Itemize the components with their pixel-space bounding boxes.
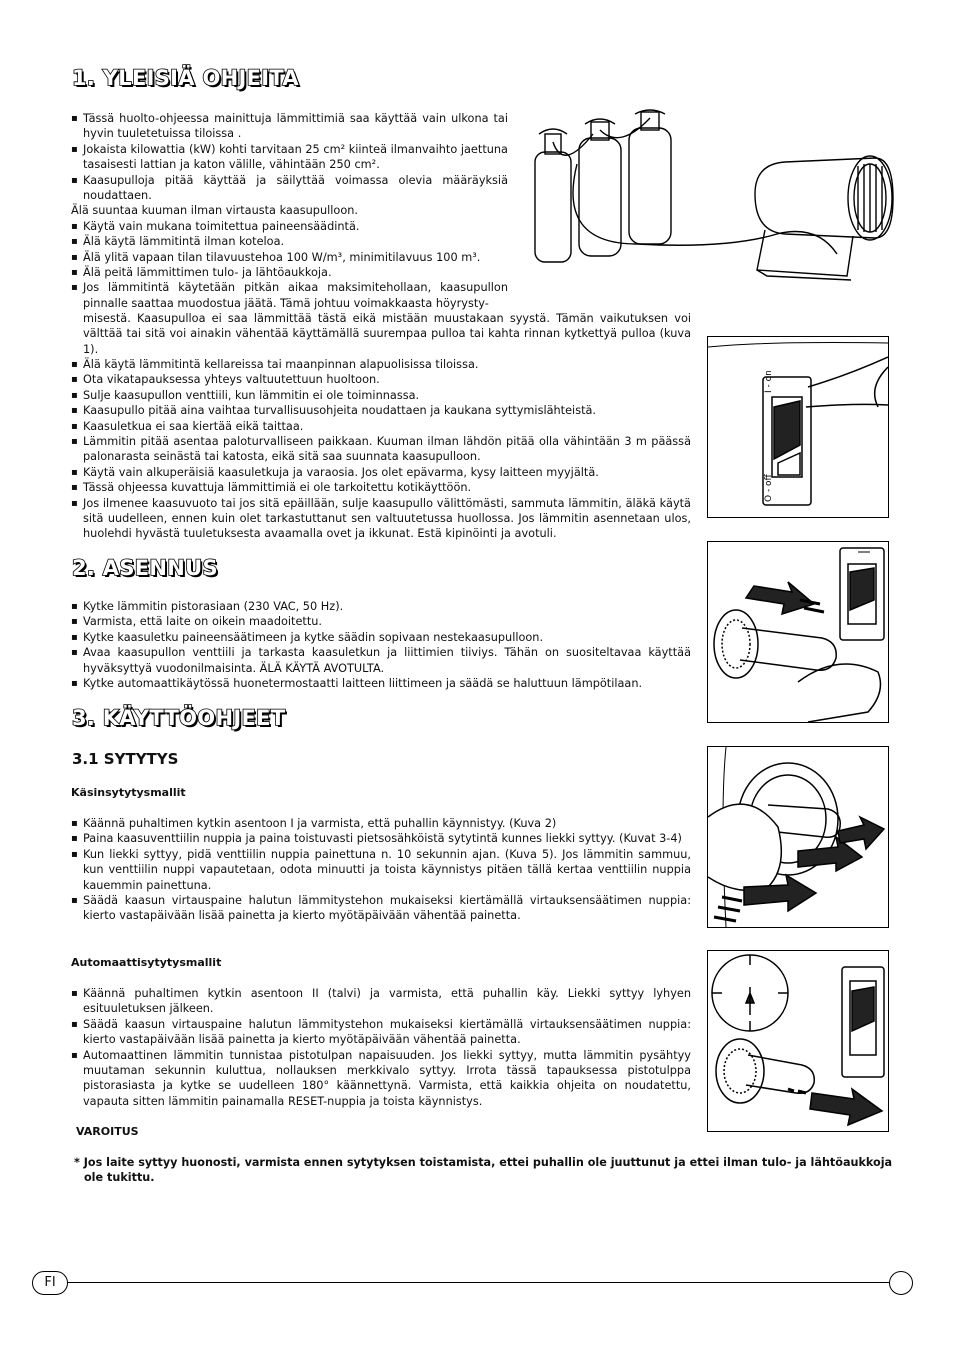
switch-off-label: O - off xyxy=(764,474,774,502)
warning-text xyxy=(74,1155,899,1186)
list-item: ▪ Ota vikatapauksessa yhteys valtuutettuun huoltoon. xyxy=(71,372,691,387)
list-item: ▪ Kytke lämmitin pistorasiaan (230 VAC, 50 Hz). xyxy=(71,599,691,614)
list-item: ▪ Käytä vain mukana toimitettua paineensäädintä. xyxy=(71,219,508,234)
list-item: ▪ Käännä puhaltimen kytkin asentoon I ja varmista, että puhallin käynnistyy. (Kuva 2) xyxy=(71,816,691,831)
list-item: ▪ Älä käytä lämmitintä kellareissa tai maanpinnan alapuolisissa tiloissa. xyxy=(71,357,691,372)
list-item: ▪ Älä käytä lämmitintä ilman koteloa. xyxy=(71,234,508,249)
list-item: ▪ Jos ilmenee kaasuvuoto tai jos sitä epäillään, sulje kaasupullo välittömästi, sammuta lämmitin, äläkä käytä sitä uudelleen, ennen kuin olet tarkastuttanut sen valtuutetussa huollossa. Jos lämmitin asennetaan ulos, huolehdi hyvästä tuuletuksesta avaamalla ovet ja ikkunat. Estä kipinöinti ja avotuli. xyxy=(71,496,691,542)
auto-models-label: Automaattisytytysmallit xyxy=(71,956,222,969)
auto-models-list xyxy=(71,986,691,1109)
section3-subtitle: 3.1 SYTYTYS xyxy=(72,750,179,768)
list-item: Älä suuntaa kuuman ilman virtausta kaasupulloon. xyxy=(71,204,358,218)
list-item: ▪ Käytä vain alkuperäisiä kaasuletkuja ja varaosia. Jos olet epävarma, kysy laitteen myyjältä. xyxy=(71,465,691,480)
section2-title: 2. ASENNUS xyxy=(72,556,218,580)
section1-title: 1. YLEISIÄ OHJEITA xyxy=(72,66,299,90)
switch-on-label: I - on xyxy=(764,370,774,393)
list-item: ▪ Sulje kaasupullon venttiili, kun lämmitin ei ole toiminnassa. xyxy=(71,388,691,403)
figure-hold-knob xyxy=(707,950,889,1132)
list-item: ▪ Säädä kaasun virtauspaine halutun lämmitystehon mukaiseksi kiertämällä virtauksensäätimen nuppia: kierto vastapäivään lisää painetta ja kierto myötäpäivään vähentää painetta. xyxy=(71,893,691,924)
footer-lang-badge xyxy=(32,1271,68,1295)
list-item: ▪ Avaa kaasupullon venttiili ja tarkasta kaasuletkun ja liittimien tiiviys. Tähän on suositeltavaa käyttää hyväksyttyä vuodonilmaisinta. ÄLÄ KÄYTÄ AVOTULTA. xyxy=(71,645,691,676)
list-item: ▪ Älä peitä lämmittimen tulo- ja lähtöaukkoja. xyxy=(71,265,508,280)
gas-bottle-icon xyxy=(629,128,671,244)
manual-models-label: Käsinsytytysmallit xyxy=(71,786,186,799)
list-item: ▪ Kun liekki syttyy, pidä venttiilin nuppia painettuna n. 10 sekunnin ajan. (Kuva 5). Jos lämmitin sammuu, kun venttiilin nuppi vapautetaan, odota minuutti ja toista käynnistys pitäen tällä kertaa venttiilin nuppia kauemmin painettuna. xyxy=(71,847,691,893)
figure-valve-knob-push xyxy=(707,541,889,723)
list-item: ▪ Paina kaasuventtiilin nuppia ja paina toistuvasti pietsosähköistä sytytintä kunnes liekki syttyy. (Kuvat 3-4) xyxy=(71,831,691,846)
section3-title: 3. KÄYTTÖOHJEET xyxy=(72,706,286,730)
list-item: ▪ Älä ylitä vapaan tilan tilavuustehoa 100 W/m³, minimitilavuus 100 m³. xyxy=(71,250,508,265)
hand-icon xyxy=(806,357,888,407)
list-item: ▪ Kaasupulloja pitää käyttää ja säilyttää voimassa olevia määräyksiä noudattaen. xyxy=(71,173,508,204)
warning-asterisk: * xyxy=(74,1156,84,1169)
list-item: ▪ Jokaista kilowattia (kW) kohti tarvitaan 25 cm² kiinteä ilmanvaihto jaettuna tasaisesti lattian ja katon välille, vähintään 250 cm². xyxy=(71,142,508,173)
hand-icon xyxy=(798,664,880,722)
push-arrow-icon xyxy=(798,837,862,871)
list-item: ▪ Säädä kaasun virtauspaine halutun lämmitystehon mukaiseksi kiertämällä virtauksensäätimen nuppia: kierto vastapäivään lisää painetta ja kierto myötäpäivään vähentää painetta. xyxy=(71,1017,691,1048)
warning-label: VAROITUS xyxy=(76,1125,139,1138)
page-number-circle xyxy=(889,1271,913,1295)
list-item: ▪ Tässä ohjeessa kuvattuja lämmittimiä ei ole tarkoitettu kotikäyttöön. xyxy=(71,480,691,495)
heater-icon xyxy=(755,158,893,238)
section2-list xyxy=(71,599,691,691)
list-item: ▪ Varmista, että laite on oikein maadoitettu. xyxy=(71,614,691,629)
warning-body: Jos laite syttyy huonosti, varmista ennen sytytyksen toistamista, ettei puhallin ole juuttunut ja ettei ilman tulo- ja lähtöaukkoja ole tukittu. xyxy=(83,1156,893,1185)
section1-continuation: misestä. Kaasupulloa ei saa lämmittää tästä eikä mistään muustakaan syystä. Tämän vaikutuksen voi välttää tai sitä voi ainakin vähentää käyttämällä suurempaa pulloa tai kahta rinnan kytkettyä pulloa (kuva 1). xyxy=(83,312,691,356)
footer-lang: FI xyxy=(44,1275,56,1290)
list-item: ▪ Käännä puhaltimen kytkin asentoon II (talvi) ja varmista, että puhallin käy. Liekki syttyy lyhyen esituuletuksen jälkeen. xyxy=(71,986,691,1017)
section1-list-top xyxy=(71,111,508,311)
list-item: ▪ Kytke automaattikäytössä huonetermostaatti laitteen liittimeen ja säädä se haluttuun lämpötilaan. xyxy=(71,676,691,691)
hand-icon xyxy=(708,804,781,890)
section1-list-bottom xyxy=(71,357,691,542)
list-item: ▪ Lämmitin pitää asentaa paloturvalliseen paikkaan. Kuuman ilman lähdön pitää olla vähintään 3 m päässä palonarasta seinästä tai katosta, eikä sitä saa suunnata kaasupulloon. xyxy=(71,434,691,465)
list-item: ▪ Jos lämmitintä käytetään pitkän aikaa maksimitehollaan, kaasupullon pinnalle saattaa muodostua jäätä. Tämä johtuu voimakkaasta höyrysty- xyxy=(71,280,508,311)
list-item: ▪ Kytke kaasuletku paineensäätimeen ja kytke säädin sopivaan nestekaasupulloon. xyxy=(71,630,691,645)
push-arrow-icon xyxy=(810,1089,882,1125)
figure-gas-bottles-heater xyxy=(525,104,895,284)
list-item: ▪ Kaasupullo pitää aina vaihtaa turvallisuusohjeita noudattaen ja kaukana syttymislähteistä. xyxy=(71,403,691,418)
gas-bottle-icon xyxy=(535,152,571,262)
list-item: ▪ Automaattinen lämmitin tunnistaa pistotulpan napaisuuden. Jos liekki syttyy, mutta lämmitin pysähtyy muutaman sekunnin kuluttua, nollauksen merkkivalo syttyy. Irrota tässä tapauksessa pistotulppa pistorasiasta ja kytke se uudelleen 180° käännettynä. Varmista, että kaikkia ohjeita on noudatettu, vapauta sitten lämmitin painamalla RESET-nuppia ja toista käynnistys. xyxy=(71,1048,691,1110)
figure-fan-switch xyxy=(707,336,889,518)
manual-models-list xyxy=(71,816,691,924)
figure-piezo-ignition xyxy=(707,746,889,928)
list-item: ▪ Tässä huolto-ohjeessa mainittuja lämmittimiä saa käyttää vain ulkona tai hyvin tuuletetuissa tiloissa . xyxy=(71,111,508,142)
footer-line xyxy=(60,1282,896,1283)
list-item: ▪ Kaasuletkua ei saa kiertää eikä taittaa. xyxy=(71,419,691,434)
